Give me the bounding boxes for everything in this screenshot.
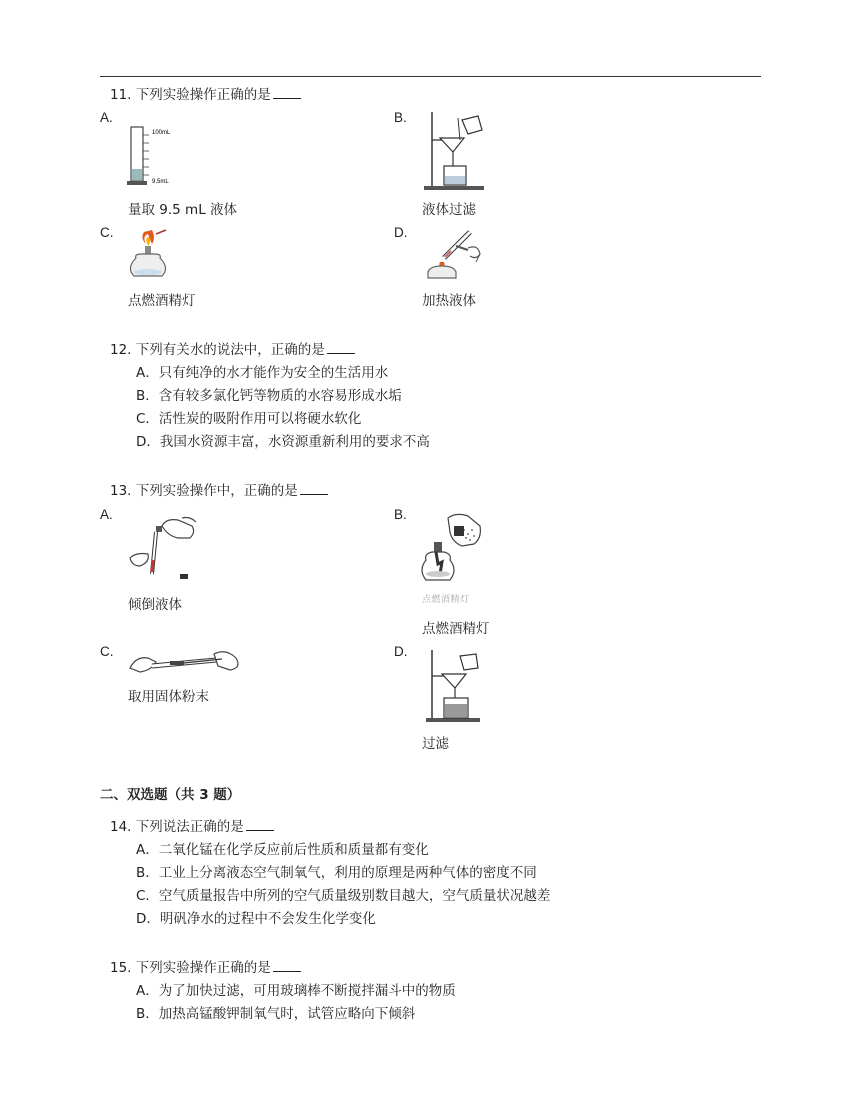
q13-option-d-caption: 过滤: [422, 736, 449, 752]
question-12-stem: 12. 下列有关水的说法中，正确的是: [110, 341, 355, 359]
q14-option-a[interactable]: A．二氧化锰在化学反应前后性质和质量都有变化: [136, 842, 429, 858]
heating-liquid-figure: [420, 226, 486, 284]
q12-option-a[interactable]: A．只有纯净的水才能作为安全的生活用水: [136, 365, 389, 381]
lighting-lamp-with-lamp-figure: [418, 512, 484, 604]
question-14-stem: 14. 下列说法正确的是: [110, 818, 274, 836]
filtration-figure-2: [420, 648, 486, 724]
q15-option-b[interactable]: B．加热高锰酸钾制氧气时，试管应略向下倾斜: [136, 1006, 416, 1022]
q13-option-b-caption: 点燃酒精灯: [422, 621, 490, 637]
question-11-stem: 11. 下列实验操作正确的是: [110, 86, 301, 104]
q14-option-b[interactable]: B．工业上分离液态空气制氧气，利用的原理是两种气体的密度不同: [136, 865, 537, 881]
answer-blank[interactable]: [273, 959, 301, 972]
filtration-figure: [420, 110, 488, 192]
alcohol-lamp-lighting-figure: [126, 228, 172, 284]
q12-option-c[interactable]: C．活性炭的吸附作用可以将硬水软化: [136, 411, 362, 427]
q11-option-a-letter[interactable]: A.: [100, 110, 113, 125]
q12-option-b[interactable]: B．含有较多氯化钙等物质的水容易形成水垢: [136, 388, 402, 404]
q13-option-a-caption: 倾倒液体: [128, 597, 182, 613]
answer-blank[interactable]: [246, 818, 274, 831]
cylinder-bottom-label: 9.5mL: [152, 179, 169, 185]
question-15-stem: 15. 下列实验操作正确的是: [110, 959, 301, 977]
header-rule: [100, 76, 761, 77]
q13-option-a-letter[interactable]: A.: [100, 507, 113, 522]
q11-option-b-letter[interactable]: B.: [394, 110, 407, 125]
q13-option-c-caption: 取用固体粉末: [128, 689, 209, 705]
q11-option-c-caption: 点燃酒精灯: [128, 293, 196, 309]
graduated-cylinder-figure: [125, 123, 185, 187]
q13-option-d-letter[interactable]: D.: [394, 644, 408, 659]
q11-option-a-caption: 量取 9.5 mL 液体: [128, 202, 238, 218]
q11-option-c-letter[interactable]: C.: [100, 225, 114, 240]
q11-option-b-caption: 液体过滤: [422, 202, 476, 218]
q15-option-a[interactable]: A．为了加快过滤，可用玻璃棒不断搅拌漏斗中的物质: [136, 983, 456, 999]
q13-option-b-letter[interactable]: B.: [394, 507, 407, 522]
taking-powder-figure: [126, 644, 246, 682]
cylinder-top-label: 100mL: [152, 130, 171, 136]
figure-watermark-label: 点燃酒精灯: [422, 595, 470, 605]
question-13-stem: 13. 下列实验操作中，正确的是: [110, 482, 328, 500]
pouring-liquid-figure: [126, 514, 200, 586]
q12-option-d[interactable]: D．我国水资源丰富，水资源重新利用的要求不高: [136, 434, 430, 450]
answer-blank[interactable]: [273, 86, 301, 99]
section-heading: 二、双选题（共 3 题）: [100, 787, 241, 803]
answer-blank[interactable]: [300, 482, 328, 495]
q11-option-d-letter[interactable]: D.: [394, 225, 408, 240]
q13-option-c-letter[interactable]: C.: [100, 644, 114, 659]
q11-option-d-caption: 加热液体: [422, 293, 476, 309]
q14-option-d[interactable]: D．明矾净水的过程中不会发生化学变化: [136, 911, 376, 927]
answer-blank[interactable]: [327, 341, 355, 354]
q14-option-c[interactable]: C．空气质量报告中所列的空气质量级别数目越大，空气质量状况越差: [136, 888, 551, 904]
